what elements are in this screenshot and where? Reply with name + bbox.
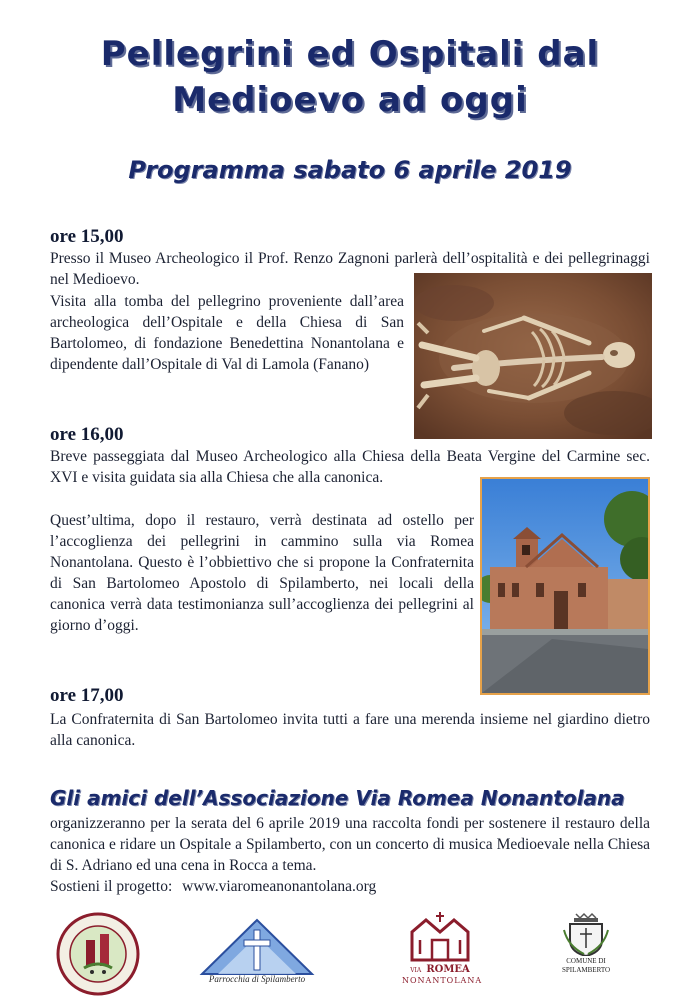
text-1500-intro: Presso il Museo Archeologico il Prof. Renzo Zagnoni parlerà dell’ospitalità e dei pellegrinaggi nel Medioevo. [50,250,650,288]
comune-line2: SPILAMBERTO [561,966,611,974]
romea-small: VIA [410,967,422,974]
program-subtitle: Programma sabato 6 aprile 2019 [128,156,572,184]
pilgrim-skeleton-image [414,273,652,439]
church-photo-frame [480,477,650,695]
website-link[interactable]: www.viaromeanonantolana.org [182,878,377,895]
text-1700-intro: La Confraternita di San Bartolomeo invita tutti a fare una merenda insieme nel giardino dietro alla canonica. [50,711,650,749]
tomb-photo [414,273,652,439]
association-text: organizzeranno per la serata del 6 aprile 2019 una raccolta fondi per sostenere il restauro della canonica e ridare un Ospitale a Spilamberto, con un concerto di musica Medioevale nella Chiesa di S. Adriano ed una cena in Rocca a tema. [50,815,650,874]
poster-title-line1: Pellegrini ed Ospitali dal [100,34,600,74]
comune-logo [558,912,614,982]
romea-sub: NONANTOLANA [402,976,483,985]
comune-line1: COMUNE DI [566,957,606,965]
support-line [50,876,650,897]
time-1500: ore 15,00 [50,226,124,247]
time-1700: ore 17,00 [50,685,124,706]
poster-title-line2: Medioevo ad oggi [172,80,528,120]
chiesa-del-carmine-image [482,479,648,693]
romea-main: ROMEA [426,964,470,975]
support-label: Sostieni il progetto: [50,878,173,895]
romea-nonantolana-logo [402,910,483,994]
parrocchia-logo [198,916,316,990]
association-heading: Gli amici dell’Associazione Via Romea Nonantolana [50,786,625,810]
text-1600-body: Quest’ultima, dopo il restauro, verrà destinata ad ostello per l’accoglienza dei pellegrini in cammino sulla via Romea Nonantolana. Questo è l’obbiettivo che si propone la Confraternita di San Bartolomeo Apostolo di Spilamberto, nei locali della canonica verrà data testimonianza sull’accoglienza dei pellegrini al giorno d’oggi. [50,512,474,634]
parrocchia-cross-icon [198,916,316,978]
text-1500-body: Visita alla tomba del pellegrino proveniente dall’area archeologica dell’Ospitale e della Chiesa di San Bartolomeo, di fondazione Benedettina Nonantolana e dipendente dall’Ospitale di Val di Lamola (Fanano) [50,293,404,373]
coat-of-arms-icon [558,912,614,956]
parrocchia-label: Parrocchia di Spilamberto [208,974,306,984]
confraternita-logo [56,912,140,996]
abbey-icon [402,910,478,962]
confraternita-seal-icon [56,912,140,996]
time-1600: ore 16,00 [50,424,124,445]
text-1600-intro: Breve passeggiata dal Museo Archeologico alla Chiesa della Beata Vergine del Carmine sec. XVI e visita guidata sia alla Chiesa che alla canonica. [50,448,650,486]
